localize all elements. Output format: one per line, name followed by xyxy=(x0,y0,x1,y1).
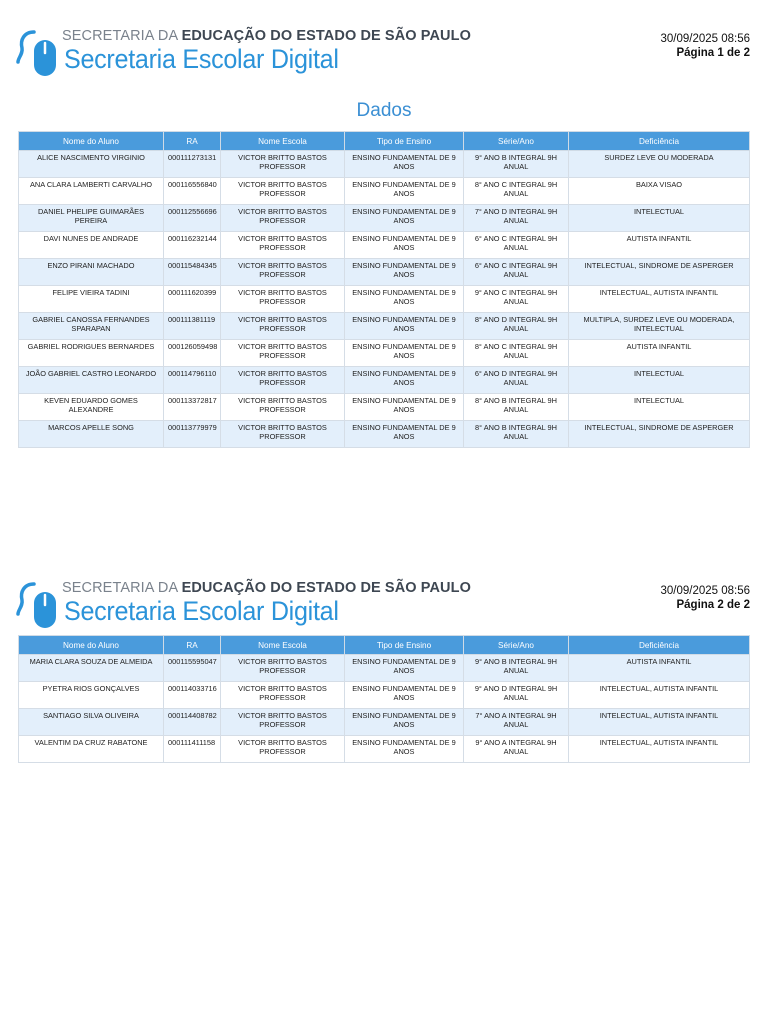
cell-nome-aluno: KEVEN EDUARDO GOMES ALEXANDRE xyxy=(19,394,164,421)
cell-ra: 000114033716 xyxy=(164,682,221,709)
table-row xyxy=(19,151,750,178)
page-header xyxy=(0,0,768,74)
brand-top-light: SECRETARIA DA xyxy=(62,28,182,44)
page-header xyxy=(0,552,768,626)
brand-title: Secretaria Escolar Digital xyxy=(64,596,339,626)
cell-nome-aluno: ANA CLARA LAMBERTI CARVALHO xyxy=(19,178,164,205)
cell-serie-ano: 8° ANO B INTEGRAL 9H ANUAL xyxy=(464,421,569,448)
cell-tipo-ensino: ENSINO FUNDAMENTAL DE 9 ANOS xyxy=(345,709,464,736)
table-row xyxy=(19,286,750,313)
cell-serie-ano: 7° ANO A INTEGRAL 9H ANUAL xyxy=(464,709,569,736)
cell-nome-escola: VICTOR BRITTO BASTOS PROFESSOR xyxy=(221,259,345,286)
table-row xyxy=(19,313,750,340)
brand-title: Secretaria Escolar Digital xyxy=(64,44,339,74)
table-header-row xyxy=(19,636,750,655)
mouse-logo-icon xyxy=(16,26,62,78)
cell-tipo-ensino: ENSINO FUNDAMENTAL DE 9 ANOS xyxy=(345,367,464,394)
cell-tipo-ensino: ENSINO FUNDAMENTAL DE 9 ANOS xyxy=(345,682,464,709)
cell-nome-aluno: PYETRA RIOS GONÇALVES xyxy=(19,682,164,709)
cell-nome-aluno: ENZO PIRANI MACHADO xyxy=(19,259,164,286)
cell-nome-aluno: ALICE NASCIMENTO VIRGINIO xyxy=(19,151,164,178)
cell-ra: 000113779979 xyxy=(164,421,221,448)
cell-ra: 000111620399 xyxy=(164,286,221,313)
students-table xyxy=(18,635,750,763)
cell-nome-aluno: DANIEL PHELIPE GUIMARÃES PEREIRA xyxy=(19,205,164,232)
brand-top-bold: EDUCAÇÃO DO ESTADO DE SÃO PAULO xyxy=(181,28,471,44)
cell-nome-escola: VICTOR BRITTO BASTOS PROFESSOR xyxy=(221,736,345,763)
col-header-ra: RA xyxy=(164,132,221,151)
cell-serie-ano: 9° ANO B INTEGRAL 9H ANUAL xyxy=(464,151,569,178)
cell-tipo-ensino: ENSINO FUNDAMENTAL DE 9 ANOS xyxy=(345,259,464,286)
col-header-serie-ano: Série/Ano xyxy=(464,132,569,151)
col-header-nome-aluno: Nome do Aluno xyxy=(19,636,164,655)
page-number: Página 2 de 2 xyxy=(676,599,750,611)
cell-nome-escola: VICTOR BRITTO BASTOS PROFESSOR xyxy=(221,367,345,394)
cell-serie-ano: 9° ANO C INTEGRAL 9H ANUAL xyxy=(464,286,569,313)
print-stamp xyxy=(660,584,750,612)
table-row xyxy=(19,709,750,736)
col-header-deficiencia: Deficiência xyxy=(569,636,750,655)
brand-secretaria xyxy=(62,580,471,596)
cell-tipo-ensino: ENSINO FUNDAMENTAL DE 9 ANOS xyxy=(345,313,464,340)
cell-tipo-ensino: ENSINO FUNDAMENTAL DE 9 ANOS xyxy=(345,205,464,232)
cell-nome-escola: VICTOR BRITTO BASTOS PROFESSOR xyxy=(221,286,345,313)
brand-secretaria xyxy=(62,28,471,44)
cell-serie-ano: 6° ANO C INTEGRAL 9H ANUAL xyxy=(464,232,569,259)
cell-tipo-ensino: ENSINO FUNDAMENTAL DE 9 ANOS xyxy=(345,394,464,421)
cell-nome-escola: VICTOR BRITTO BASTOS PROFESSOR xyxy=(221,394,345,421)
table-row xyxy=(19,394,750,421)
cell-nome-aluno: MARIA CLARA SOUZA DE ALMEIDA xyxy=(19,655,164,682)
cell-nome-escola: VICTOR BRITTO BASTOS PROFESSOR xyxy=(221,205,345,232)
cell-deficiencia: AUTISTA INFANTIL xyxy=(569,232,750,259)
cell-nome-escola: VICTOR BRITTO BASTOS PROFESSOR xyxy=(221,709,345,736)
col-header-tipo-ensino: Tipo de Ensino xyxy=(345,636,464,655)
cell-nome-escola: VICTOR BRITTO BASTOS PROFESSOR xyxy=(221,232,345,259)
col-header-nome-aluno: Nome do Aluno xyxy=(19,132,164,151)
col-header-nome-escola: Nome Escola xyxy=(221,132,345,151)
cell-serie-ano: 9° ANO B INTEGRAL 9H ANUAL xyxy=(464,655,569,682)
cell-ra: 000126059498 xyxy=(164,340,221,367)
print-stamp xyxy=(660,32,750,60)
cell-ra: 000116232144 xyxy=(164,232,221,259)
cell-tipo-ensino: ENSINO FUNDAMENTAL DE 9 ANOS xyxy=(345,655,464,682)
cell-serie-ano: 7° ANO D INTEGRAL 9H ANUAL xyxy=(464,205,569,232)
cell-nome-aluno: DAVI NUNES DE ANDRADE xyxy=(19,232,164,259)
cell-serie-ano: 9° ANO A INTEGRAL 9H ANUAL xyxy=(464,736,569,763)
table-header-row xyxy=(19,132,750,151)
table-body xyxy=(19,655,750,763)
cell-deficiencia: INTELECTUAL, AUTISTA INFANTIL xyxy=(569,709,750,736)
table-row xyxy=(19,340,750,367)
report-page-2 xyxy=(0,552,768,757)
cell-deficiencia: INTELECTUAL xyxy=(569,367,750,394)
cell-nome-escola: VICTOR BRITTO BASTOS PROFESSOR xyxy=(221,178,345,205)
table-row xyxy=(19,736,750,763)
cell-ra: 000111411158 xyxy=(164,736,221,763)
table-body xyxy=(19,151,750,448)
report-page-1 xyxy=(0,0,768,442)
col-header-serie-ano: Série/Ano xyxy=(464,636,569,655)
cell-nome-escola: VICTOR BRITTO BASTOS PROFESSOR xyxy=(221,340,345,367)
cell-serie-ano: 8° ANO C INTEGRAL 9H ANUAL xyxy=(464,178,569,205)
cell-tipo-ensino: ENSINO FUNDAMENTAL DE 9 ANOS xyxy=(345,736,464,763)
table-row xyxy=(19,178,750,205)
print-datetime: 30/09/2025 08:56 xyxy=(660,585,750,597)
print-datetime: 30/09/2025 08:56 xyxy=(660,33,750,45)
brand-top-bold: EDUCAÇÃO DO ESTADO DE SÃO PAULO xyxy=(181,580,471,596)
cell-ra: 000113372817 xyxy=(164,394,221,421)
cell-nome-escola: VICTOR BRITTO BASTOS PROFESSOR xyxy=(221,421,345,448)
cell-tipo-ensino: ENSINO FUNDAMENTAL DE 9 ANOS xyxy=(345,421,464,448)
cell-ra: 000111273131 xyxy=(164,151,221,178)
cell-deficiencia: INTELECTUAL, SINDROME DE ASPERGER xyxy=(569,421,750,448)
cell-tipo-ensino: ENSINO FUNDAMENTAL DE 9 ANOS xyxy=(345,286,464,313)
cell-ra: 000115484345 xyxy=(164,259,221,286)
cell-deficiencia: INTELECTUAL, AUTISTA INFANTIL xyxy=(569,736,750,763)
cell-serie-ano: 6° ANO C INTEGRAL 9H ANUAL xyxy=(464,259,569,286)
col-header-nome-escola: Nome Escola xyxy=(221,636,345,655)
cell-deficiencia: MULTIPLA, SURDEZ LEVE OU MODERADA, INTELECTUAL xyxy=(569,313,750,340)
cell-nome-escola: VICTOR BRITTO BASTOS PROFESSOR xyxy=(221,313,345,340)
cell-nome-aluno: GABRIEL CANOSSA FERNANDES SPARAPAN xyxy=(19,313,164,340)
cell-serie-ano: 8° ANO B INTEGRAL 9H ANUAL xyxy=(464,394,569,421)
cell-ra: 000115595047 xyxy=(164,655,221,682)
cell-serie-ano: 8° ANO D INTEGRAL 9H ANUAL xyxy=(464,313,569,340)
table-row xyxy=(19,421,750,448)
table-row xyxy=(19,259,750,286)
students-table xyxy=(18,131,750,448)
table-row xyxy=(19,367,750,394)
cell-nome-aluno: FELIPE VIEIRA TADINI xyxy=(19,286,164,313)
table-row xyxy=(19,655,750,682)
cell-deficiencia: INTELECTUAL xyxy=(569,205,750,232)
cell-deficiencia: INTELECTUAL, SINDROME DE ASPERGER xyxy=(569,259,750,286)
col-header-ra: RA xyxy=(164,636,221,655)
cell-ra: 000116556840 xyxy=(164,178,221,205)
cell-serie-ano: 6° ANO D INTEGRAL 9H ANUAL xyxy=(464,367,569,394)
table-row xyxy=(19,232,750,259)
cell-serie-ano: 8° ANO C INTEGRAL 9H ANUAL xyxy=(464,340,569,367)
table-row xyxy=(19,205,750,232)
cell-nome-aluno: VALENTIM DA CRUZ RABATONE xyxy=(19,736,164,763)
cell-deficiencia: AUTISTA INFANTIL xyxy=(569,655,750,682)
cell-nome-escola: VICTOR BRITTO BASTOS PROFESSOR xyxy=(221,655,345,682)
cell-ra: 000112556696 xyxy=(164,205,221,232)
cell-nome-aluno: MARCOS APELLE SONG xyxy=(19,421,164,448)
cell-deficiencia: INTELECTUAL xyxy=(569,394,750,421)
cell-ra: 000114796110 xyxy=(164,367,221,394)
cell-tipo-ensino: ENSINO FUNDAMENTAL DE 9 ANOS xyxy=(345,232,464,259)
cell-tipo-ensino: ENSINO FUNDAMENTAL DE 9 ANOS xyxy=(345,340,464,367)
cell-nome-aluno: GABRIEL RODRIGUES BERNARDES xyxy=(19,340,164,367)
cell-nome-escola: VICTOR BRITTO BASTOS PROFESSOR xyxy=(221,682,345,709)
brand-top-light: SECRETARIA DA xyxy=(62,580,182,596)
cell-nome-escola: VICTOR BRITTO BASTOS PROFESSOR xyxy=(221,151,345,178)
cell-ra: 000114408782 xyxy=(164,709,221,736)
cell-deficiencia: BAIXA VISAO xyxy=(569,178,750,205)
col-header-tipo-ensino: Tipo de Ensino xyxy=(345,132,464,151)
cell-serie-ano: 9° ANO D INTEGRAL 9H ANUAL xyxy=(464,682,569,709)
cell-deficiencia: SURDEZ LEVE OU MODERADA xyxy=(569,151,750,178)
cell-nome-aluno: SANTIAGO SILVA OLIVEIRA xyxy=(19,709,164,736)
cell-tipo-ensino: ENSINO FUNDAMENTAL DE 9 ANOS xyxy=(345,151,464,178)
mouse-logo-icon xyxy=(16,578,62,630)
table-row xyxy=(19,682,750,709)
cell-ra: 000111381119 xyxy=(164,313,221,340)
page-number: Página 1 de 2 xyxy=(676,47,750,59)
cell-tipo-ensino: ENSINO FUNDAMENTAL DE 9 ANOS xyxy=(345,178,464,205)
page-title: Dados xyxy=(356,100,412,121)
cell-deficiencia: INTELECTUAL, AUTISTA INFANTIL xyxy=(569,682,750,709)
cell-deficiencia: INTELECTUAL, AUTISTA INFANTIL xyxy=(569,286,750,313)
col-header-deficiencia: Deficiência xyxy=(569,132,750,151)
cell-nome-aluno: JOÃO GABRIEL CASTRO LEONARDO xyxy=(19,367,164,394)
cell-deficiencia: AUTISTA INFANTIL xyxy=(569,340,750,367)
